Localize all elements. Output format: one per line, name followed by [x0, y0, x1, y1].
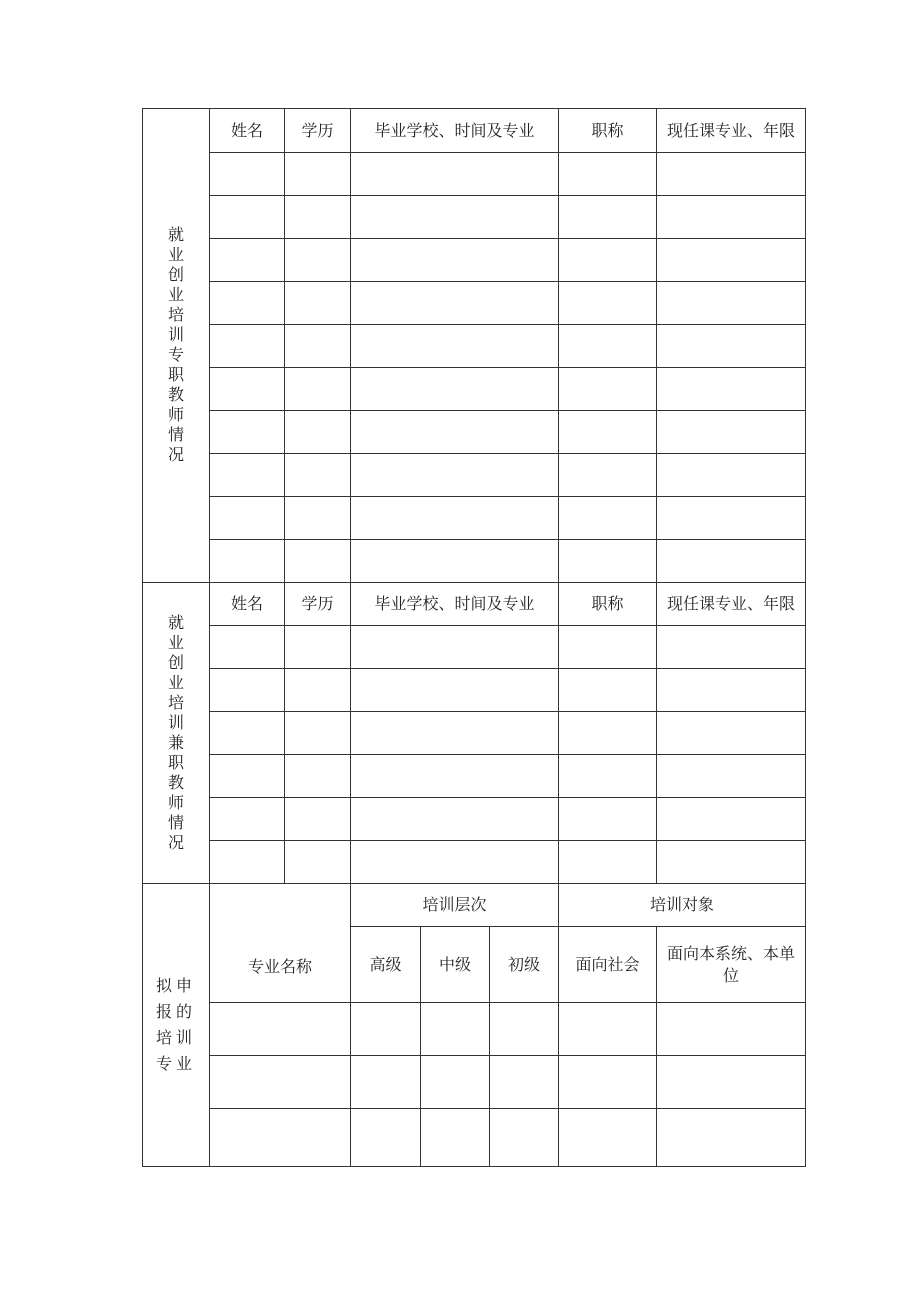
training-target-header: 培训对象	[559, 884, 806, 927]
fulltime-cell[interactable]	[559, 497, 657, 540]
parttime-col-education: 学历	[285, 583, 351, 626]
parttime-row	[143, 712, 806, 755]
specialty-cell[interactable]	[559, 1003, 657, 1056]
parttime-row	[143, 669, 806, 712]
fulltime-row	[143, 325, 806, 368]
fulltime-cell[interactable]	[351, 282, 559, 325]
parttime-cell[interactable]	[559, 798, 657, 841]
parttime-row	[143, 841, 806, 884]
specialty-side-label: 拟申报的培训专业	[156, 976, 197, 1073]
parttime-row	[143, 626, 806, 669]
parttime-cell[interactable]	[657, 669, 806, 712]
fulltime-side-label-cell	[143, 109, 210, 583]
specialty-cell[interactable]	[490, 1003, 559, 1056]
specialty-cell[interactable]	[559, 1056, 657, 1109]
fulltime-cell[interactable]	[210, 540, 285, 583]
fulltime-cell[interactable]	[210, 196, 285, 239]
fulltime-cell[interactable]	[285, 368, 351, 411]
fulltime-cell[interactable]	[351, 153, 559, 196]
parttime-cell[interactable]	[285, 669, 351, 712]
level-junior: 初级	[490, 927, 559, 1003]
parttime-cell[interactable]	[657, 712, 806, 755]
parttime-cell[interactable]	[559, 712, 657, 755]
fulltime-header-row	[143, 109, 806, 153]
specialty-cell[interactable]	[421, 1003, 490, 1056]
fulltime-cell[interactable]	[559, 282, 657, 325]
parttime-cell[interactable]	[351, 669, 559, 712]
specialty-cell[interactable]	[351, 1109, 421, 1167]
fulltime-col-education: 学历	[285, 109, 351, 153]
parttime-row	[143, 755, 806, 798]
fulltime-cell[interactable]	[657, 153, 806, 196]
specialty-cell[interactable]	[657, 1109, 806, 1167]
parttime-cell[interactable]	[210, 841, 285, 884]
fulltime-col-title: 职称	[559, 109, 657, 153]
fulltime-row	[143, 153, 806, 196]
fulltime-cell[interactable]	[657, 454, 806, 497]
fulltime-cell[interactable]	[210, 411, 285, 454]
parttime-cell[interactable]	[657, 798, 806, 841]
parttime-cell[interactable]	[559, 755, 657, 798]
parttime-cell[interactable]	[210, 755, 285, 798]
parttime-cell[interactable]	[559, 669, 657, 712]
fulltime-cell[interactable]	[351, 196, 559, 239]
fulltime-cell[interactable]	[559, 540, 657, 583]
parttime-header-row	[143, 583, 806, 626]
parttime-cell[interactable]	[351, 841, 559, 884]
parttime-col-name: 姓名	[210, 583, 285, 626]
fulltime-cell[interactable]	[285, 325, 351, 368]
fulltime-cell[interactable]	[351, 368, 559, 411]
fulltime-row	[143, 196, 806, 239]
fulltime-cell[interactable]	[657, 196, 806, 239]
fulltime-cell[interactable]	[210, 282, 285, 325]
fulltime-cell[interactable]	[285, 540, 351, 583]
level-intermediate: 中级	[421, 927, 490, 1003]
fulltime-cell[interactable]	[657, 497, 806, 540]
fulltime-cell[interactable]	[559, 368, 657, 411]
level-senior: 高级	[351, 927, 421, 1003]
specialty-cell[interactable]	[210, 1109, 351, 1167]
fulltime-side-label: 就业创业培训专职教师情况	[167, 225, 184, 464]
fulltime-cell[interactable]	[210, 454, 285, 497]
specialty-cell[interactable]	[351, 1003, 421, 1056]
parttime-cell[interactable]	[559, 841, 657, 884]
fulltime-cell[interactable]	[657, 239, 806, 282]
fulltime-row	[143, 239, 806, 282]
fulltime-cell[interactable]	[285, 411, 351, 454]
parttime-cell[interactable]	[210, 798, 285, 841]
parttime-cell[interactable]	[657, 626, 806, 669]
fulltime-cell[interactable]	[657, 411, 806, 454]
fulltime-row	[143, 454, 806, 497]
target-society: 面向社会	[559, 927, 657, 1003]
fulltime-cell[interactable]	[285, 454, 351, 497]
fulltime-cell[interactable]	[559, 196, 657, 239]
form-body	[143, 109, 806, 1167]
fulltime-cell[interactable]	[657, 540, 806, 583]
specialty-cell[interactable]	[210, 1003, 351, 1056]
fulltime-cell[interactable]	[351, 325, 559, 368]
specialty-side-label-cell	[143, 884, 210, 1167]
specialty-cell[interactable]	[421, 1056, 490, 1109]
fulltime-cell[interactable]	[285, 282, 351, 325]
fulltime-cell[interactable]	[559, 411, 657, 454]
parttime-row	[143, 798, 806, 841]
parttime-cell[interactable]	[285, 712, 351, 755]
specialty-header-row-1	[143, 884, 806, 927]
fulltime-cell[interactable]	[657, 325, 806, 368]
parttime-cell[interactable]	[351, 712, 559, 755]
fulltime-row	[143, 540, 806, 583]
teacher-info-form	[142, 108, 806, 1167]
parttime-cell[interactable]	[210, 712, 285, 755]
specialty-cell[interactable]	[421, 1109, 490, 1167]
specialty-row	[143, 1056, 806, 1109]
parttime-cell[interactable]	[285, 841, 351, 884]
fulltime-col-school: 毕业学校、时间及专业	[351, 109, 559, 153]
specialty-cell[interactable]	[351, 1056, 421, 1109]
fulltime-cell[interactable]	[351, 239, 559, 282]
fulltime-col-course: 现任课专业、年限	[657, 109, 806, 153]
parttime-col-school: 毕业学校、时间及专业	[351, 583, 559, 626]
parttime-cell[interactable]	[210, 626, 285, 669]
fulltime-cell[interactable]	[285, 196, 351, 239]
parttime-cell[interactable]	[285, 798, 351, 841]
specialty-cell[interactable]	[559, 1109, 657, 1167]
specialty-name-header: 专业名称	[210, 884, 351, 1003]
specialty-cell[interactable]	[210, 1056, 351, 1109]
fulltime-cell[interactable]	[285, 497, 351, 540]
fulltime-cell[interactable]	[285, 153, 351, 196]
fulltime-cell[interactable]	[210, 368, 285, 411]
parttime-cell[interactable]	[559, 626, 657, 669]
specialty-cell[interactable]	[490, 1056, 559, 1109]
fulltime-row	[143, 411, 806, 454]
fulltime-cell[interactable]	[351, 540, 559, 583]
specialty-row	[143, 1003, 806, 1056]
fulltime-cell[interactable]	[210, 325, 285, 368]
fulltime-col-name: 姓名	[210, 109, 285, 153]
parttime-cell[interactable]	[351, 798, 559, 841]
fulltime-cell[interactable]	[351, 497, 559, 540]
parttime-side-label: 就业创业培训兼职教师情况	[167, 612, 184, 852]
specialty-cell[interactable]	[657, 1056, 806, 1109]
parttime-cell[interactable]	[657, 755, 806, 798]
fulltime-row	[143, 368, 806, 411]
target-internal: 面向本系统、本单位	[657, 927, 806, 1003]
specialty-cell[interactable]	[657, 1003, 806, 1056]
fulltime-cell[interactable]	[351, 411, 559, 454]
fulltime-cell[interactable]	[559, 325, 657, 368]
fulltime-row	[143, 497, 806, 540]
parttime-col-course: 现任课专业、年限	[657, 583, 806, 626]
parttime-cell[interactable]	[285, 755, 351, 798]
fulltime-cell[interactable]	[285, 239, 351, 282]
fulltime-cell[interactable]	[210, 153, 285, 196]
fulltime-cell[interactable]	[657, 368, 806, 411]
fulltime-row	[143, 282, 806, 325]
parttime-cell[interactable]	[285, 626, 351, 669]
training-level-header: 培训层次	[351, 884, 559, 927]
fulltime-cell[interactable]	[559, 239, 657, 282]
fulltime-cell[interactable]	[210, 239, 285, 282]
parttime-cell[interactable]	[657, 841, 806, 884]
parttime-cell[interactable]	[351, 755, 559, 798]
parttime-cell[interactable]	[351, 626, 559, 669]
fulltime-cell[interactable]	[210, 497, 285, 540]
parttime-cell[interactable]	[210, 669, 285, 712]
fulltime-cell[interactable]	[657, 282, 806, 325]
fulltime-cell[interactable]	[559, 454, 657, 497]
specialty-cell[interactable]	[490, 1109, 559, 1167]
fulltime-cell[interactable]	[351, 454, 559, 497]
parttime-col-title: 职称	[559, 583, 657, 626]
specialty-row	[143, 1109, 806, 1167]
fulltime-cell[interactable]	[559, 153, 657, 196]
parttime-side-label-cell	[143, 583, 210, 884]
